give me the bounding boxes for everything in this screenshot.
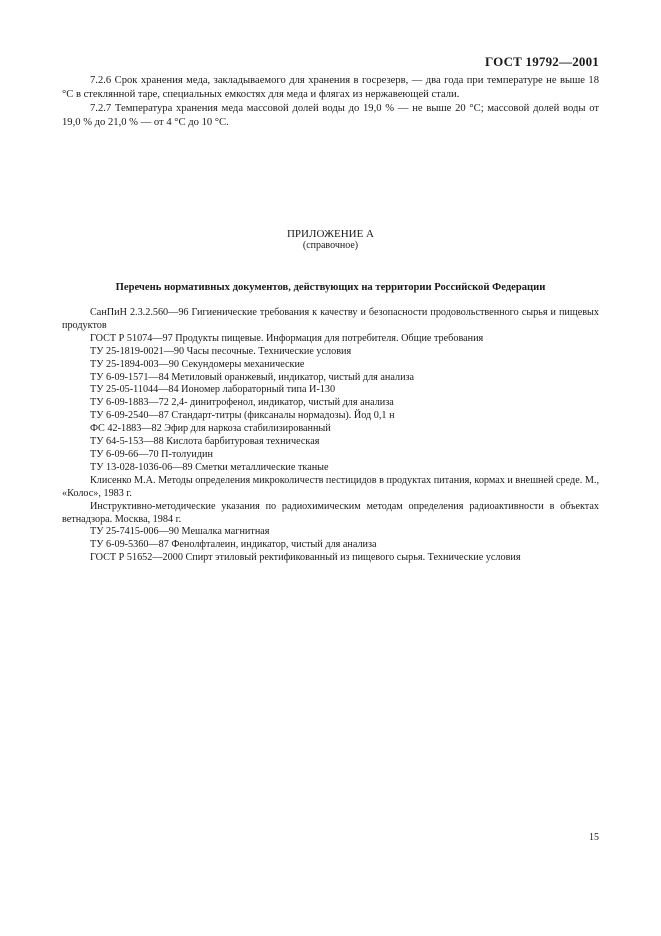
reference-item: ТУ 25-1819-0021—90 Часы песочные. Технические условия <box>90 345 352 357</box>
appendix-title: ПРИЛОЖЕНИЕ А <box>286 228 374 240</box>
reference-item: ТУ 64-5-153—88 Кислота барбитуровая техническая <box>90 436 320 448</box>
reference-item: Клисенко М.А. Методы определения микроколичеств пестицидов в продуктах питания, кормах и внешней среде. М., «Колос», 1983 г. <box>62 474 599 499</box>
section-7-2-6-block <box>62 74 599 130</box>
reference-item: ТУ 25-7415-006—90 Мешалка магнитная <box>90 526 270 538</box>
reference-item: ГОСТ Р 51652—2000 Спирт этиловый ректификованный из пищевого сырья. Технические условия <box>90 552 521 564</box>
reference-item: ГОСТ Р 51074—97 Продукты пищевые. Информация для потребителя. Общие требования <box>90 332 484 344</box>
section-7-2-6: 7.2.6 Срок хранения меда, закладываемого для хранения в госрезерв, — два года при температуре не выше 18 °С в стеклянной таре, специальных емкостях для меда и флягах из нержавеющей стали. <box>62 75 599 100</box>
reference-item: ТУ 6-09-1883—72 2,4- динитрофенол, индикатор, чистый для анализа <box>90 397 394 409</box>
section-7-2-7: 7.2.7 Температура хранения меда массовой долей воды до 19,0 % — не выше 20 °С; массовой долей воды от 19,0 % до 21,0 % — от 4 °С до 10 °С. <box>62 103 599 128</box>
reference-item: ФС 42-1883—82 Эфир для наркоза стабилизированный <box>90 423 331 435</box>
references-heading: Перечень нормативных документов, действующих на территории Российской Федерации <box>115 282 546 293</box>
standard-header: ГОСТ 19792—2001 <box>484 54 599 69</box>
appendix-subtitle: (справочное) <box>302 240 359 251</box>
reference-item: ТУ 6-09-2540—87 Стандарт-титры (фиксаналы нормадозы). Йод 0,1 н <box>90 410 395 422</box>
reference-item: ТУ 6-09-1571—84 Метиловый оранжевый, индикатор, чистый для анализа <box>90 371 415 383</box>
reference-item: ТУ 13-028-1036-06—89 Сметки металлические тканые <box>90 461 329 473</box>
reference-item: ТУ 25-05-11044—84 Иономер лабораторный типа И-130 <box>90 384 336 396</box>
reference-item: ТУ 25-1894-003—90 Секундомеры механические <box>90 358 305 370</box>
reference-item: ТУ 6-09-66—70 П-толуидин <box>90 448 213 460</box>
reference-item: ТУ 6-09-5360—87 Фенолфталеин, индикатор, чистый для анализа <box>90 539 377 551</box>
reference-item: СанПиН 2.3.2.560—96 Гигиенические требования к качеству и безопасности продовольственного сырья и пищевых продуктов <box>62 307 599 331</box>
reference-item: Инструктивно-методические указания по радиохимическим методам определения радиоактивности в объектах ветнадзора. Москва, 1984 г. <box>62 500 599 525</box>
references-list <box>62 307 599 565</box>
page-number: 15 <box>589 832 599 843</box>
